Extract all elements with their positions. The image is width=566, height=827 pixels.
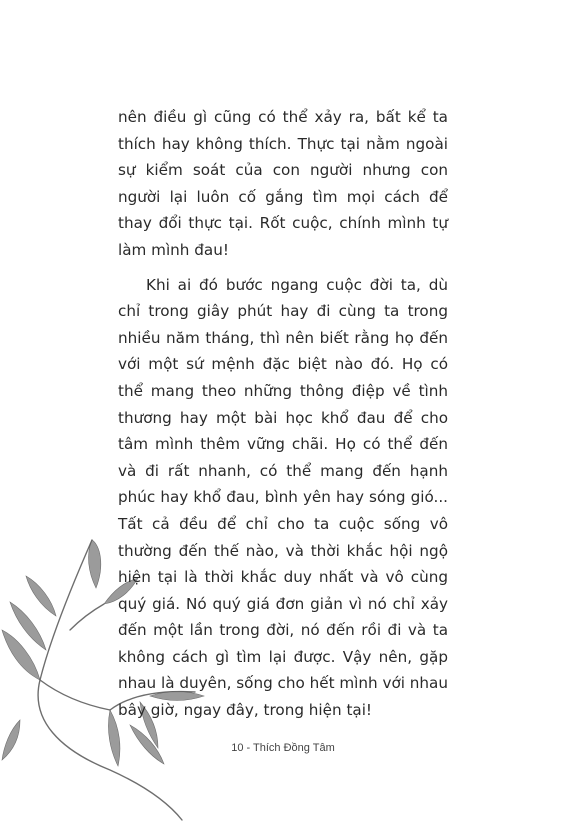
body-text — [118, 104, 448, 724]
paragraph: nên điều gì cũng có thể xảy ra, bất kể ta thích hay không thích. Thực tại nằm ngoài sự kiểm soát của con người nhưng con người lại luôn cố gắng tìm mọi cách để thay đổi thực tại. Rốt cuộc, chính mình tự làm mình đau! — [118, 108, 448, 259]
paragraph: Khi ai đó bước ngang cuộc đời ta, dù chỉ trong giây phút hay đi cùng ta trong nhiều năm tháng, thì nên biết rằng họ đến với một sứ mệnh đặc biệt nào đó. Họ có thể mang theo những thông điệp về tình thương hay một bài học khổ đau để cho tâm mình thêm vững chãi. Họ có thể đến và đi rất nhanh, có thể mang đến hạnh phúc hay khổ đau, bình yên hay sóng gió... Tất cả đều để chỉ cho ta cuộc sống vô thường đến thế nào, và thời khắc hội ngộ hiện tại là thời khắc duy nhất và vô cùng quý giá. Nó quý giá đơn giản vì nó chỉ xảy đến một lần trong đời, nó đến rồi đi và ta không cách gì tìm lại được. Vậy nên, gặp nhau là duyên, sống cho hết mình với nhau bây giờ, ngay đây, trong hiện tại! — [118, 275, 448, 720]
page-footer: 10 - Thích Đồng Tâm — [231, 742, 335, 754]
